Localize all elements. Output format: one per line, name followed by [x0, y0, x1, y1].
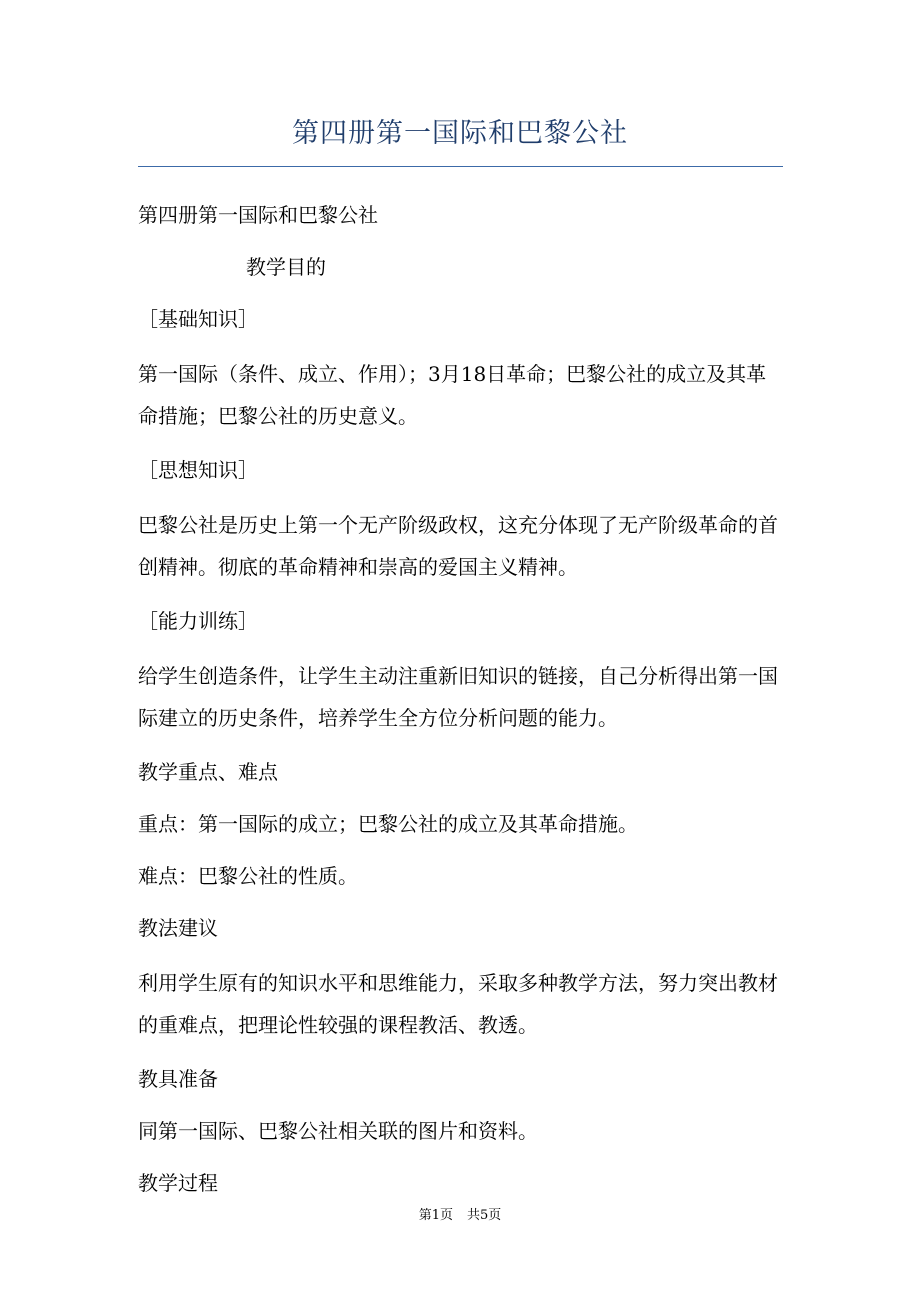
document-title: 第四册第一国际和巴黎公社	[292, 118, 628, 149]
subheading-ideological-knowledge: ［思想知识］	[138, 458, 258, 482]
paragraph-method: 利用学生原有的知识水平和思维能力，采取多种教学方法，努力突出教材的重难点，把理论性较强的课程教活、教透。	[138, 971, 778, 1037]
subheading-ability-training: ［能力训练］	[138, 609, 258, 633]
title-divider	[138, 166, 783, 167]
paragraph-ability-training: 给学生创造条件，让学生主动注重新旧知识的链接，自己分析得出第一国际建立的历史条件，培养学生全方位分析问题的能力。	[138, 664, 778, 730]
section-heading-method: 教法建议	[138, 916, 218, 940]
paragraph-materials: 同第一国际、巴黎公社相关联的图片和资料。	[138, 1119, 538, 1143]
section-heading-materials: 教具准备	[138, 1067, 218, 1091]
paragraph-subtitle: 第四册第一国际和巴黎公社	[138, 203, 378, 227]
section-heading-objectives: 教学目的	[246, 255, 326, 279]
paragraph-basic-knowledge: 第一国际（条件、成立、作用）；3月18日革命；巴黎公社的成立及其革命措施；巴黎公社的历史意义。	[138, 362, 767, 428]
document-body	[138, 197, 784, 1217]
page-footer	[0, 1206, 920, 1226]
page-number-current: 第1页	[418, 1208, 453, 1223]
paragraph-key-point: 重点：第一国际的成立；巴黎公社的成立及其革命措施。	[138, 812, 638, 836]
page-number-total: 共5页	[467, 1208, 502, 1223]
section-heading-key-points: 教学重点、难点	[138, 760, 278, 784]
section-heading-process: 教学过程	[138, 1171, 218, 1195]
paragraph-ideological-knowledge: 巴黎公社是历史上第一个无产阶级政权，这充分体现了无产阶级革命的首创精神。彻底的革命精神和崇高的爱国主义精神。	[138, 513, 778, 579]
subheading-basic-knowledge: ［基础知识］	[138, 307, 258, 331]
paragraph-difficult-point: 难点：巴黎公社的性质。	[138, 864, 358, 888]
